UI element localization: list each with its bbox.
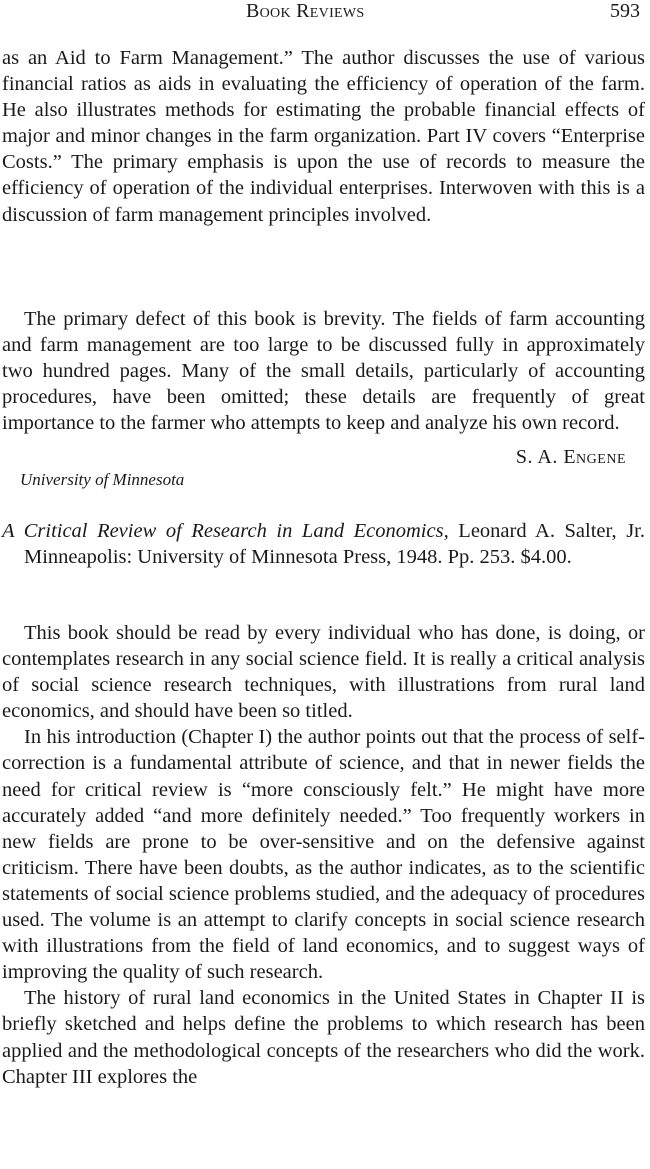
running-head-title: Book Reviews	[246, 0, 365, 22]
review2-paragraph: The history of rural land economics in the United States in Chapter II is briefly sketched and helps define the problems to which research has been applied and the methodological concepts of the researchers who did the work. Chapter III explores the	[2, 987, 645, 1088]
reviewer-signature	[516, 446, 626, 469]
review2-publication-details: Leonard A. Salter, Jr. Minneapolis: University of Minnesota Press, 1948. Pp. 253. $4.00.	[24, 520, 646, 569]
review2-paragraph: This book should be read by every individual who has done, is doing, or contemplates research in any social science field. It is really a critical analysis of social science research techniques, with illustrations from rural land economics, and should have been so titled.	[2, 622, 645, 723]
reviewer-affiliation: University of Minnesota	[20, 470, 185, 489]
page-number: 593	[610, 0, 640, 22]
running-head	[0, 0, 650, 24]
reviewer-name: S. A. Engene	[515, 446, 626, 468]
review1-paragraph: as an Aid to Farm Management.” The author discusses the use of various financial ratios as aids in evaluating the efficiency of operation of the farm. He also illustrates methods for estimating the probable financial effects of major and minor changes in the farm organization. Part IV covers “Enterprise Costs.” The primary emphasis is upon the use of records to measure the efficiency of operation of the individual enterprises. Interwoven with this is a discussion of farm management principles involved.	[2, 47, 645, 226]
review2-book-title: A Critical Review of Research in Land Economics,	[2, 520, 449, 542]
review1-paragraph: The primary defect of this book is brevity. The fields of farm accounting and farm management are too large to be discussed fully in approximately two hundred pages. Many of the small details, particularly of accounting procedures, have been omitted; these details are frequently of great importance to the farmer who attempts to keep and analyze his own record.	[2, 308, 645, 435]
review1-body	[2, 45, 645, 228]
review2-paragraph: In his introduction (Chapter I) the author points out that the process of self-correction is a fundamental attribute of science, and that in newer fields the need for critical review is “more consciously felt.” He might have more accurately added “and more definitely needed.” Too frequently workers in new fields are prone to be over-sensitive and on the defensive against criticism. There have been doubts, as the author indicates, as to the scientific statements of social science problems studied, and the adequacy of procedures used. The volume is an attempt to clarify concepts in social science research with illustrations from the field of land economics, and to suggest ways of improving the quality of such research.	[2, 726, 645, 984]
review2-citation	[2, 518, 645, 570]
review1-conclusion	[2, 306, 645, 436]
review2-body	[2, 620, 645, 1090]
